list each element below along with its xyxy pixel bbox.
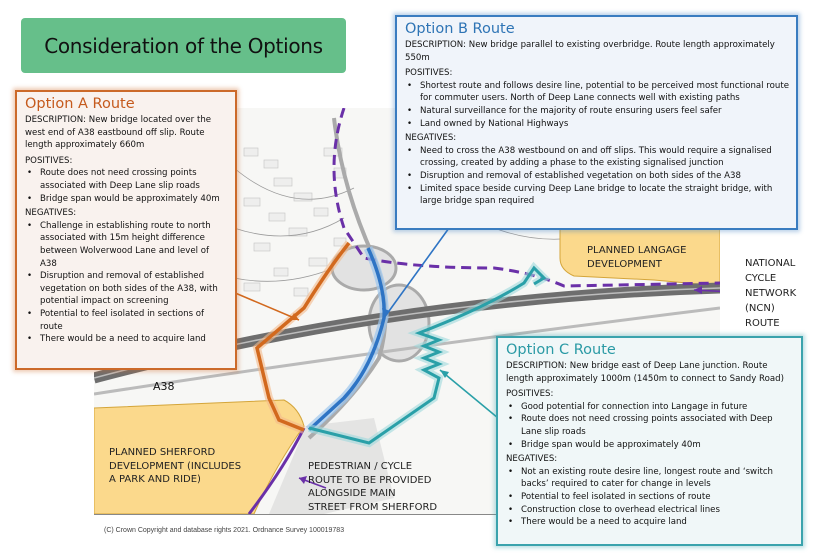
option-c-pointer bbox=[440, 370, 498, 418]
option-c-negatives-heading: NEGATIVES: bbox=[506, 454, 558, 465]
option-a-description: DESCRIPTION: New bridge located over the west end of A38 eastbound off slip. Route length approximately 660m bbox=[25, 115, 212, 151]
langage-development-label bbox=[587, 244, 707, 271]
sherford-label-line: DEVELOPMENT (INCLUDES bbox=[109, 460, 242, 472]
positive-item: • Shortest route and follows desire line, potential to be perceived most functional route for commuter users. North of Deep Lane connects well with existing paths bbox=[405, 80, 789, 105]
ncn-label-line: CYCLE bbox=[745, 273, 777, 284]
page-title-banner bbox=[21, 18, 346, 73]
sherford-label-line: PLANNED SHERFORD bbox=[109, 447, 216, 458]
negative-item: • Construction close to overhead electrical lines bbox=[506, 504, 794, 517]
negative-item: • Disruption and removal of established vegetation on both sides of the A38 bbox=[405, 170, 789, 183]
negative-item: • Not an existing route desire line, longest route and ‘switch backs’ required to cater for change in levels bbox=[506, 466, 794, 491]
positive-item: • Route does not need crossing points associated with Deep Lane slip roads bbox=[25, 167, 228, 192]
option-a-negatives bbox=[25, 220, 228, 346]
langage-label-text: PLANNED LANGAGE DEVELOPMENT bbox=[587, 245, 687, 270]
positive-item: • Route does not need crossing points associated with Deep Lane slip roads bbox=[506, 413, 794, 438]
option-c-positives-heading: POSITIVES: bbox=[506, 389, 554, 400]
option-b-negatives-heading: NEGATIVES: bbox=[405, 133, 457, 144]
positive-item: • Natural surveillance for the majority of route ensuring users feel safer bbox=[405, 105, 789, 118]
negative-item: • Potential to feel isolated in sections of route bbox=[506, 491, 794, 504]
option-b-panel bbox=[395, 15, 798, 230]
positive-item: • Bridge span would be approximately 40m bbox=[25, 193, 228, 206]
positive-item: • Land owned by National Highways bbox=[405, 118, 789, 131]
pedestrian-label-line: ROUTE TO BE PROVIDED bbox=[308, 474, 432, 486]
pedestrian-label-line: ALONGSIDE MAIN bbox=[308, 488, 396, 499]
ncn-label-line: (NCN) bbox=[745, 303, 775, 314]
negative-item: • Potential to feel isolated in sections of route bbox=[25, 308, 228, 333]
option-b-positives bbox=[405, 80, 789, 130]
negative-item: • Limited space beside curving Deep Lane bridge to locate the straight bridge, with large bridge span required bbox=[405, 183, 789, 208]
pedestrian-label-line: PEDESTRIAN / CYCLE bbox=[308, 461, 413, 472]
positive-item: • Good potential for connection into Langage in future bbox=[506, 401, 794, 414]
option-c-panel bbox=[496, 336, 803, 546]
copyright-notice: (C) Crown Copyright and database rights 2021. Ordnance Survey 100019783 bbox=[104, 527, 345, 534]
option-a-title: Option A Route bbox=[25, 96, 135, 112]
negative-item: • Disruption and removal of established vegetation on both sides of the A38, with potential impact on screening bbox=[25, 270, 228, 308]
page-title: Consideration of the Options bbox=[44, 33, 323, 58]
option-c-title: Option C Route bbox=[506, 342, 616, 358]
option-c-negatives bbox=[506, 466, 794, 529]
option-c-positives bbox=[506, 401, 794, 451]
ncn-label-line: ROUTE bbox=[745, 318, 780, 329]
option-b-description: DESCRIPTION: New bridge parallel to existing overbridge. Route length approximately 550m bbox=[405, 40, 775, 63]
option-a-panel bbox=[15, 90, 237, 370]
sherford-label-line: A PARK AND RIDE) bbox=[109, 474, 201, 485]
option-a-negatives-heading: NEGATIVES: bbox=[25, 208, 77, 219]
ncn-route-label bbox=[745, 256, 796, 331]
ncn-label-line: NETWORK bbox=[745, 288, 797, 299]
option-a-positives bbox=[25, 167, 228, 205]
negative-item: • There would be a need to acquire land bbox=[506, 516, 794, 529]
negative-item: • There would be a need to acquire land bbox=[25, 333, 228, 346]
a38-road-label: A38 bbox=[153, 380, 175, 393]
option-c-description: DESCRIPTION: New bridge east of Deep Lane junction. Route length approximately 1000m (1450m to connect to Sandy Road) bbox=[506, 361, 784, 384]
positive-item: • Bridge span would be approximately 40m bbox=[506, 439, 794, 452]
sherford-development-label bbox=[109, 446, 241, 487]
option-a-positives-heading: POSITIVES: bbox=[25, 155, 73, 166]
option-b-negatives bbox=[405, 145, 789, 208]
option-b-positives-heading: POSITIVES: bbox=[405, 68, 453, 79]
negative-item: • Challenge in establishing route to north associated with 15m height difference between Wolverwood Lane and level of A38 bbox=[25, 220, 228, 270]
pedestrian-route-label bbox=[308, 460, 437, 514]
option-b-title: Option B Route bbox=[405, 21, 515, 37]
negative-item: • Need to cross the A38 westbound on and off slips. This would require a signalised crossing, created by adding a phase to the existing signalised junction bbox=[405, 145, 789, 170]
ncn-label-line: NATIONAL bbox=[745, 258, 796, 269]
pedestrian-label-line: STREET FROM SHERFORD bbox=[308, 501, 438, 513]
